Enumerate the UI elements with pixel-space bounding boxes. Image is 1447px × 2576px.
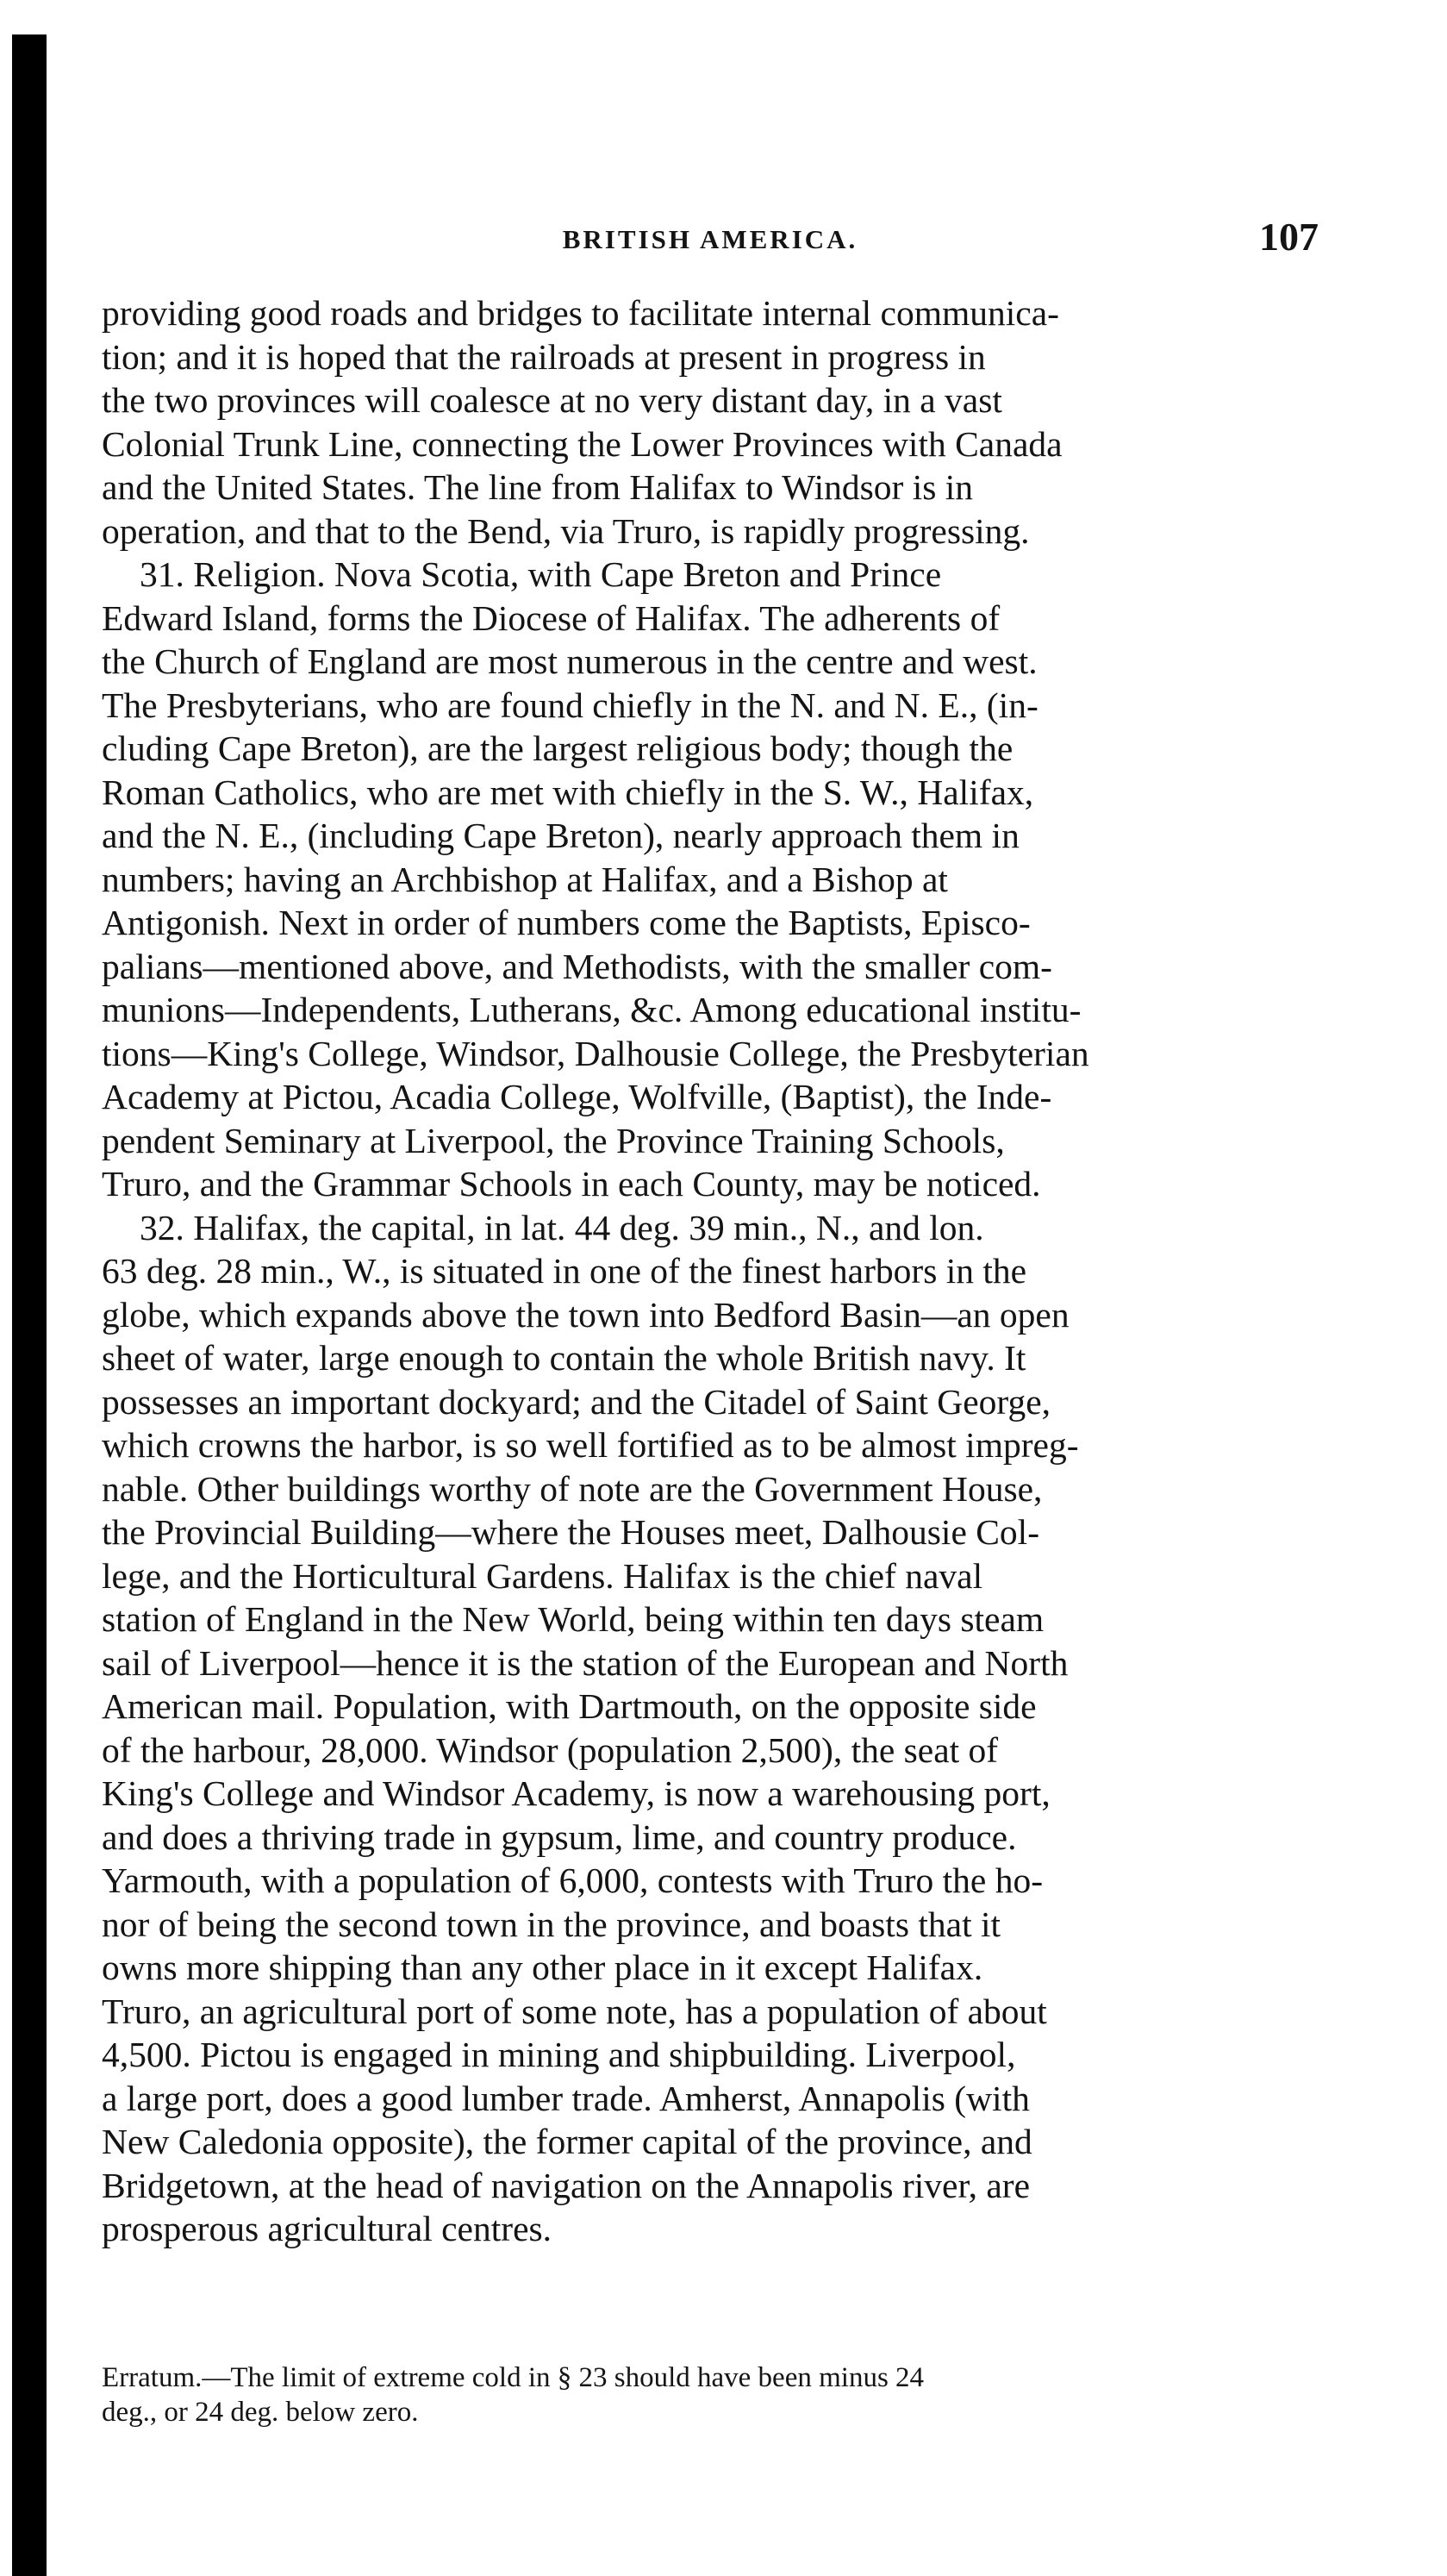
text-line: sheet of water, large enough to contain the whole British navy. It — [102, 1338, 1026, 1378]
text-line: a large port, does a good lumber trade. Amherst, Annapolis (with — [102, 2078, 1030, 2118]
text-line: lege, and the Horticultural Gardens. Halifax is the chief naval — [102, 1555, 983, 1596]
section-31-start: 31. Religion. Nova Scotia, with Cape Breton and Prince — [140, 554, 942, 594]
text-line: operation, and that to the Bend, via Truro, is rapidly progressing. — [102, 510, 1030, 551]
erratum-line: Erratum.—The limit of extreme cold in § 23 should have been minus 24 — [102, 2362, 925, 2393]
text-line: station of England in the New World, being within ten days steam — [102, 1599, 1045, 1639]
text-line: 4,500. Pictou is engaged in mining and shipbuilding. Liverpool, — [102, 2035, 1016, 2074]
text-line: possesses an important dockyard; and the Citadel of Saint George, — [102, 1381, 1051, 1422]
text-line: providing good roads and bridges to facilitate internal communica- — [102, 293, 1059, 333]
text-line: Edward Island, forms the Diocese of Halifax. The adherents of — [102, 597, 1001, 638]
text-line: King's College and Windsor Academy, is now a warehousing port, — [102, 1773, 1051, 1813]
text-line: owns more shipping than any other place in it except Halifax. — [102, 1948, 983, 1987]
running-head — [102, 214, 1319, 266]
text-line: Colonial Trunk Line, connecting the Lower Provinces with Canada — [102, 423, 1063, 464]
text-line: and does a thriving trade in gypsum, lime, and country produce. — [102, 1816, 1017, 1857]
text-line: globe, which expands above the town into Bedford Basin—an open — [102, 1294, 1070, 1335]
text-line: the Provincial Building—where the Houses meet, Dalhousie Col- — [102, 1512, 1040, 1552]
text-line: and the United States. The line from Halifax to Windsor is in — [102, 467, 974, 507]
body-text — [102, 291, 1319, 2251]
text-line: of the harbour, 28,000. Windsor (population 2,500), the seat of — [102, 1729, 999, 1770]
section-32-start: 32. Halifax, the capital, in lat. 44 deg. 39 min., N., and lon. — [140, 1207, 984, 1247]
text-line: Bridgetown, at the head of navigation on the Annapolis river, are — [102, 2165, 1031, 2205]
text-line: tion; and it is hoped that the railroads at present in progress in — [102, 336, 986, 377]
text-line: Truro, and the Grammar Schools in each County, may be noticed. — [102, 1164, 1041, 1204]
text-line: tions—King's College, Windsor, Dalhousie College, the Presbyterian — [102, 1033, 1089, 1073]
text-line: and the N. E., (including Cape Breton), nearly approach them in — [102, 816, 1020, 855]
text-line: American mail. Population, with Dartmouth, on the opposite side — [102, 1686, 1037, 1726]
text-line: nable. Other buildings worthy of note are the Government House, — [102, 1468, 1043, 1509]
text-line: Academy at Pictou, Acadia College, Wolfville, (Baptist), the Inde- — [102, 1077, 1052, 1116]
text-line: 63 deg. 28 min., W., is situated in one of the finest harbors in the — [102, 1251, 1027, 1291]
text-line: which crowns the harbor, is so well fortified as to be almost impreg- — [102, 1425, 1079, 1465]
page — [102, 214, 1319, 2251]
text-line: munions—Independents, Lutherans, &c. Among educational institu- — [102, 990, 1082, 1029]
text-line: Truro, an agricultural port of some note, has a population of about — [102, 1991, 1047, 2031]
text-line: the Church of England are most numerous in the centre and west. — [102, 641, 1038, 681]
text-line: The Presbyterians, who are found chiefly in the N. and N. E., (in- — [102, 685, 1038, 725]
erratum-note — [102, 2360, 1319, 2429]
text-line: Yarmouth, with a population of 6,000, contests with Truro the ho- — [102, 1860, 1044, 1900]
text-line: Antigonish. Next in order of numbers come the Baptists, Episco- — [102, 903, 1031, 942]
text-line: cluding Cape Breton), are the largest religious body; though the — [102, 728, 1014, 768]
text-line: numbers; having an Archbishop at Halifax, and a Bishop at — [102, 859, 948, 899]
text-line: pendent Seminary at Liverpool, the Province Training Schools, — [102, 1120, 1005, 1160]
binding-edge — [12, 34, 47, 2576]
text-line: Roman Catholics, who are met with chiefly in the S. W., Halifax, — [102, 772, 1034, 812]
text-line: prosperous agricultural centres. — [102, 2209, 552, 2248]
text-line: nor of being the second town in the province, and boasts that it — [102, 1904, 1001, 1944]
page-number: 107 — [1259, 215, 1319, 259]
text-line: New Caledonia opposite), the former capital of the province, and — [102, 2122, 1032, 2161]
running-title: BRITISH AMERICA. — [562, 224, 858, 254]
erratum-line: deg., or 24 deg. below zero. — [102, 2397, 419, 2428]
text-line: palians—mentioned above, and Methodists, with the smaller com- — [102, 946, 1052, 986]
text-line: the two provinces will coalesce at no very distant day, in a vast — [102, 380, 1002, 420]
text-line: sail of Liverpool—hence it is the station of the European and North — [102, 1642, 1069, 1683]
